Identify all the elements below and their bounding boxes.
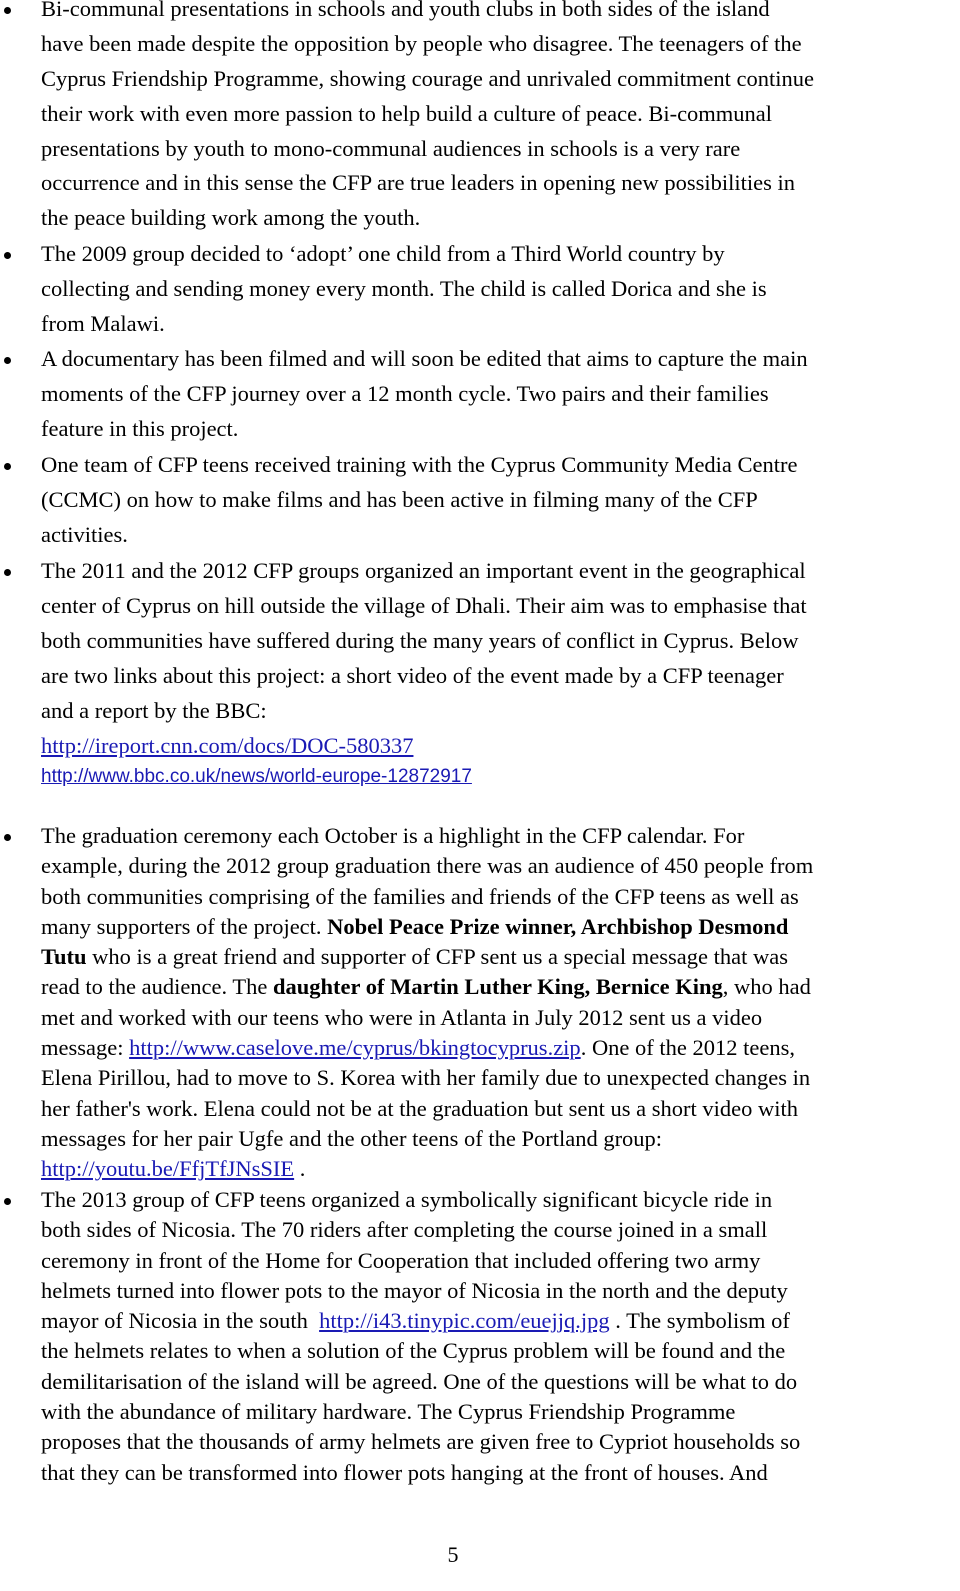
text-line: One team of CFP teens received training with the Cyprus Community Media Centre bbox=[41, 452, 798, 477]
text-line: with the abundance of military hardware. The Cyprus Friendship Programme bbox=[41, 1399, 736, 1425]
bullet-icon bbox=[4, 1198, 11, 1205]
text-line: messages for her pair Ugfe and the other teens of the Portland group: bbox=[41, 1125, 663, 1151]
text-line bbox=[41, 1154, 955, 1184]
text-line: Elena Pirillou, had to move to S. Korea with her family due to unexpected changes in bbox=[41, 1065, 811, 1091]
text-run: . The symbolism of bbox=[609, 1308, 790, 1334]
text-line: helmets turned into flower pots to the mayor of Nicosia in the north and the deputy bbox=[41, 1277, 788, 1303]
text-line: and a report by the BBC: bbox=[41, 697, 267, 723]
text-line: both communities have suffered during the many years of conflict in Cyprus. Below bbox=[41, 627, 799, 653]
text-run: many supporters of the project. bbox=[41, 913, 328, 939]
text-line: the peace building work among the youth. bbox=[41, 205, 421, 231]
text-line: the helmets relates to when a solution of the Cyprus problem will be found and the bbox=[41, 1338, 786, 1364]
text-line: occurrence and in this sense the CFP are true leaders in opening new possibilities in bbox=[41, 170, 795, 196]
bullet-text bbox=[41, 342, 955, 447]
bold-text-bernice-king: daughter of Martin Luther King, Bernice King bbox=[272, 974, 723, 1000]
text-line: The 2009 group decided to ‘adopt’ one child from a Third World country by bbox=[41, 241, 725, 266]
bullet-icon bbox=[4, 463, 11, 470]
text-line: their work with even more passion to help build a culture of peace. Bi-communal bbox=[41, 100, 773, 126]
bullet-text bbox=[41, 237, 955, 342]
text-line: presentations by youth to mono-communal audiences in schools is a very rare bbox=[41, 135, 741, 161]
text-line: (CCMC) on how to make films and has been active in filming many of the CFP bbox=[41, 486, 758, 512]
youtube-video-link[interactable]: http://youtu.be/FfjTfJNsSIE bbox=[41, 1156, 295, 1182]
bullet-text bbox=[41, 554, 955, 790]
text-line: from Malawi. bbox=[41, 310, 165, 336]
text-line: both communities comprising of the families and friends of the CFP teens as well as bbox=[41, 883, 799, 909]
text-line: demilitarisation of the island will be agreed. One of the questions will be what to do bbox=[41, 1368, 798, 1394]
text-run: message: bbox=[41, 1035, 130, 1061]
bullet-icon bbox=[4, 569, 11, 576]
text-run: mayor of Nicosia in the south bbox=[41, 1308, 320, 1334]
page-number: 5 bbox=[447, 1542, 459, 1567]
text-line: her father's work. Elena could not be at the graduation but sent us a short video with bbox=[41, 1095, 798, 1121]
text-line bbox=[41, 942, 955, 972]
text-run: who is a great friend and supporter of CFP sent us a special message that was bbox=[86, 944, 788, 970]
text-line: The 2011 and the 2012 CFP groups organized an important event in the geographical bbox=[41, 558, 806, 583]
text-line: collecting and sending money every month. The child is called Dorica and she is bbox=[41, 275, 767, 301]
cnn-ireport-link[interactable]: http://ireport.cnn.com/docs/DOC-580337 bbox=[41, 733, 414, 759]
text-run: , who had bbox=[722, 974, 811, 1000]
text-line bbox=[41, 728, 955, 760]
bullet-text bbox=[41, 1185, 955, 1488]
text-line: are two links about this project: a short video of the event made by a CFP teenager bbox=[41, 662, 784, 688]
text-run: read to the audience. The bbox=[41, 974, 273, 1000]
text-line bbox=[41, 912, 955, 942]
text-line: have been made despite the opposition by people who disagree. The teenagers of the bbox=[41, 30, 802, 56]
text-line: both sides of Nicosia. The 70 riders after completing the course joined in a small bbox=[41, 1217, 768, 1243]
text-line: The 2013 group of CFP teens organized a symbolically significant bicycle ride in bbox=[41, 1187, 773, 1212]
text-run: . One of the 2012 teens, bbox=[580, 1035, 796, 1061]
text-line: A documentary has been filmed and will soon be edited that aims to capture the main bbox=[41, 346, 808, 371]
text-line: The graduation ceremony each October is a highlight in the CFP calendar. For bbox=[41, 823, 745, 848]
text-line bbox=[41, 1306, 955, 1336]
text-line: Bi-communal presentations in schools and youth clubs in both sides of the island bbox=[41, 0, 770, 21]
text-line bbox=[41, 972, 955, 1002]
text-line bbox=[41, 760, 955, 790]
bold-text-tutu: Nobel Peace Prize winner, Archbishop Desmond bbox=[327, 913, 789, 939]
bullet-icon bbox=[4, 7, 11, 14]
tinypic-image-link[interactable]: http://i43.tinypic.com/euejjq.jpg bbox=[319, 1308, 610, 1334]
text-line: proposes that the thousands of army helmets are given free to Cypriot households so bbox=[41, 1429, 801, 1455]
text-line: activities. bbox=[41, 521, 128, 547]
bullet-text bbox=[41, 0, 955, 236]
text-line bbox=[41, 1033, 955, 1063]
bullet-text bbox=[41, 448, 955, 553]
bold-text-tutu-name: Tutu bbox=[41, 944, 87, 970]
bullet-text bbox=[41, 821, 955, 1185]
text-line: feature in this project. bbox=[41, 415, 239, 441]
text-line: met and worked with our teens who were in Atlanta in July 2012 sent us a video bbox=[41, 1004, 763, 1030]
bbc-news-link[interactable]: http://www.bbc.co.uk/news/world-europe-12872917 bbox=[41, 766, 472, 788]
text-line: center of Cyprus on hill outside the village of Dhali. Their aim was to emphasise that bbox=[41, 592, 807, 618]
bullet-icon bbox=[4, 834, 11, 841]
caselove-video-link[interactable]: http://www.caselove.me/cyprus/bkingtocyprus.zip bbox=[129, 1035, 581, 1061]
bullet-icon bbox=[4, 357, 11, 364]
text-line: example, during the 2012 group graduation there was an audience of 450 people from bbox=[41, 853, 814, 879]
text-line: Cyprus Friendship Programme, showing courage and unrivaled commitment continue bbox=[41, 65, 814, 91]
text-line: that they can be transformed into flower pots hanging at the front of houses. And bbox=[41, 1459, 768, 1485]
text-line: ceremony in front of the Home for Cooperation that included offering two army bbox=[41, 1247, 761, 1273]
text-run: . bbox=[294, 1156, 306, 1182]
text-line: moments of the CFP journey over a 12 month cycle. Two pairs and their families bbox=[41, 380, 769, 406]
bullet-icon bbox=[4, 252, 11, 259]
